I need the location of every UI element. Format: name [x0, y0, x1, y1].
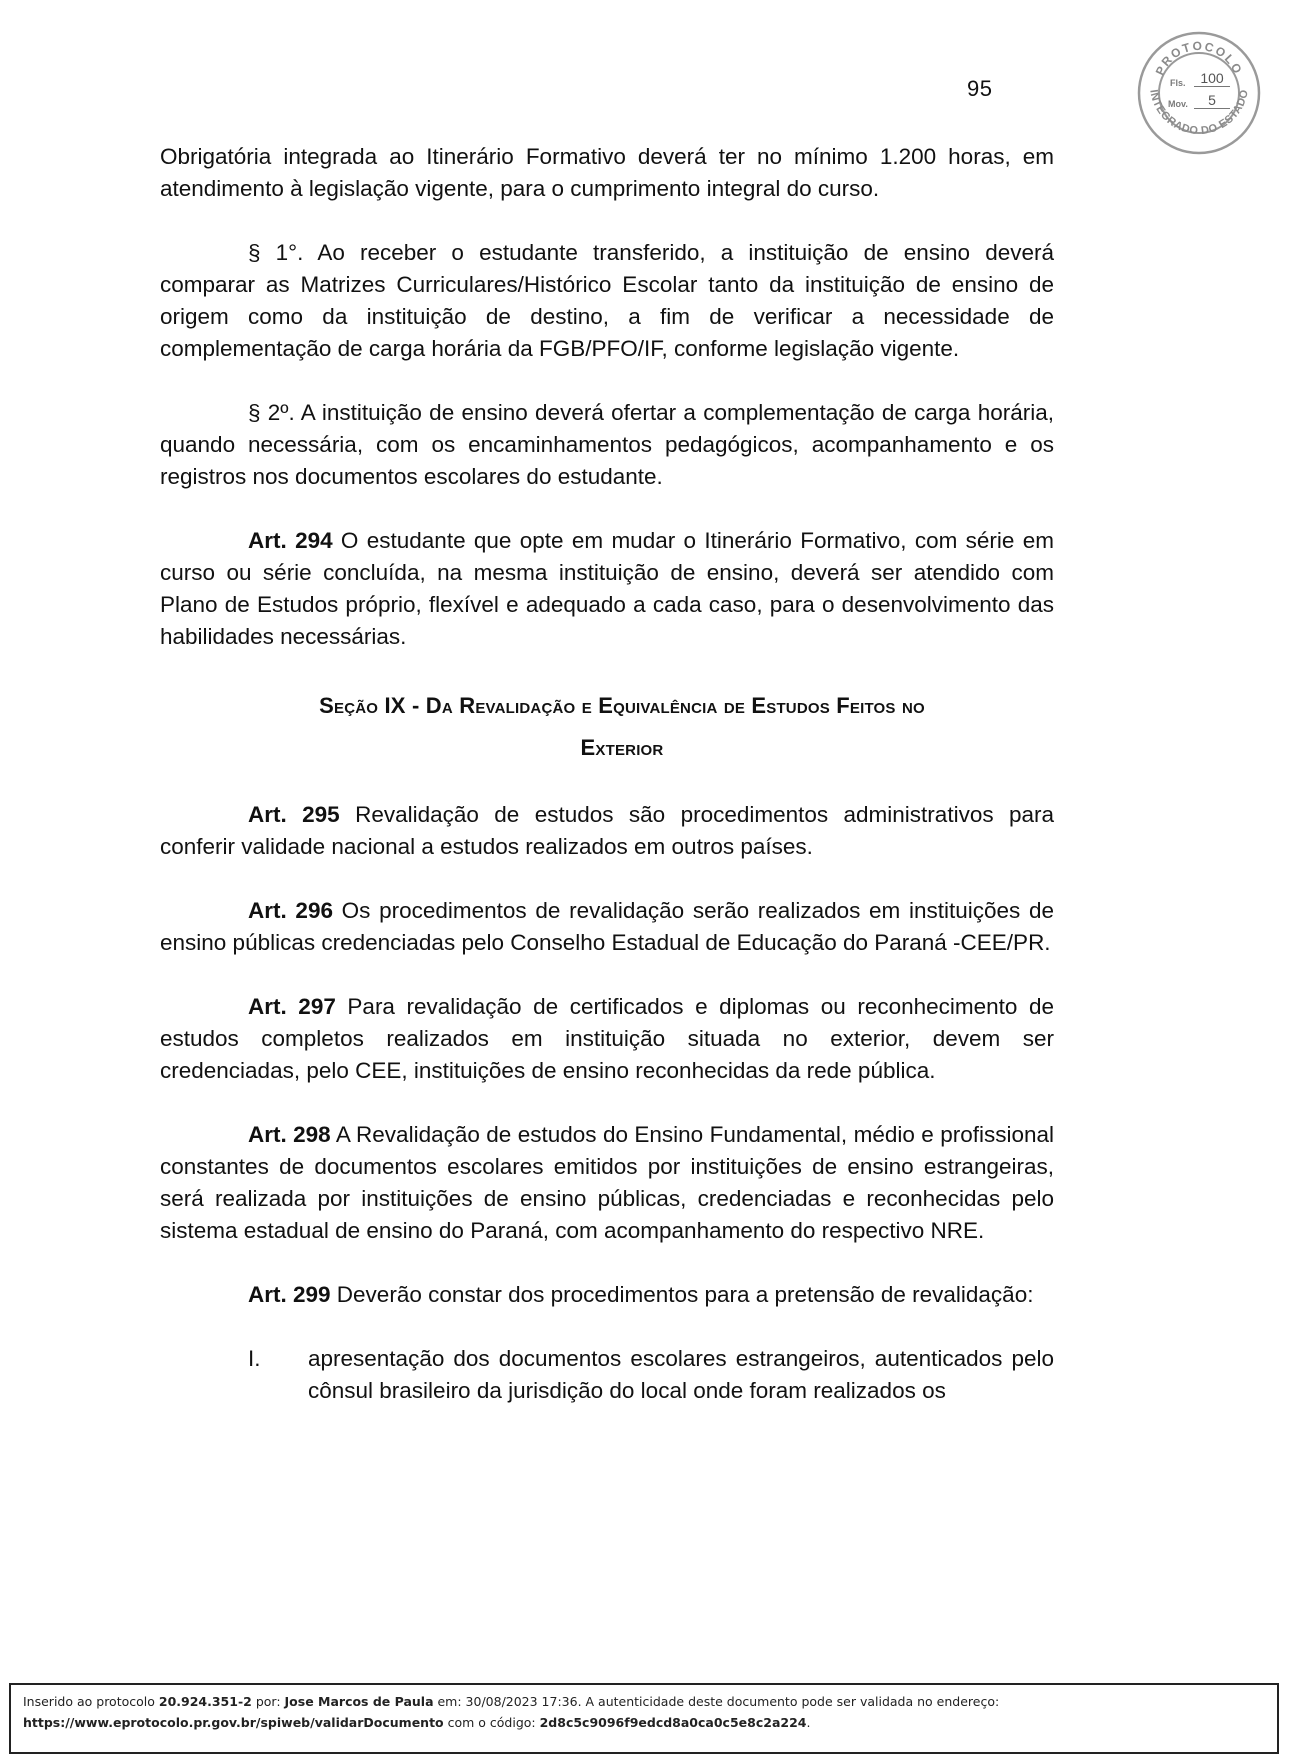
protocol-stamp [1136, 30, 1262, 156]
stamp-fls-label: Fls. [1170, 78, 1186, 88]
footer-validation-url[interactable]: https://www.eprotocolo.pr.gov.br/spiweb/validarDocumento [23, 1715, 444, 1730]
article-label: Art. 294 [248, 528, 333, 553]
footer-text: em: 30/08/2023 17:36. A autenticidade deste documento pode ser validada no endereço: [433, 1694, 1000, 1709]
footer-protocol-number: 20.924.351-2 [158, 1694, 252, 1709]
stamp-fls-value: 100 [1194, 70, 1230, 87]
stamp-mov-value: 5 [1194, 92, 1230, 109]
article-text: Os procedimentos de revalidação serão realizados em instituições de ensino públicas credenciadas pelo Conselho Estadual de Educação do Paraná -CEE/PR. [160, 898, 1054, 955]
article-297 [160, 991, 1054, 1087]
section-title-line-2: Exterior [580, 735, 664, 760]
article-295 [160, 799, 1054, 863]
article-label: Art. 298 [248, 1122, 331, 1147]
paragraph-section-2: § 2º. A instituição de ensino deverá ofertar a complementação de carga horária, quando necessária, com os encaminhamentos pedagógicos, acompanhamento e os registros nos documentos escolares do estudante. [160, 400, 1054, 489]
footer-text: Inserido ao protocolo [23, 1694, 159, 1709]
footer-text: por: [251, 1694, 285, 1709]
article-label: Art. 297 [248, 994, 336, 1019]
article-label: Art. 296 [248, 898, 333, 923]
article-text: Deverão constar dos procedimentos para a pretensão de revalidação: [330, 1282, 1034, 1307]
article-text: A Revalidação de estudos do Ensino Fundamental, médio e profissional constantes de documentos escolares emitidos por instituições de ensino estrangeiras, será realizada por instituições de ensino públicas, credenciadas e reconhecidas pelo sistema estadual de ensino do Paraná, com acompanhamento do respectivo NRE. [160, 1122, 1054, 1243]
article-text: Revalidação de estudos são procedimentos administrativos para conferir validade nacional a estudos realizados em outros países. [160, 802, 1055, 859]
stamp-mov-label: Mov. [1168, 99, 1188, 109]
footer-text: . [806, 1715, 811, 1730]
paragraph-section-1: § 1°. Ao receber o estudante transferido, a instituição de ensino deverá comparar as Matrizes Curriculares/Histórico Escolar tanto da instituição de ensino de origem como da instituição de destino, a fim de verificar a necessidade de complementação de carga horária da FGB/PFO/IF, conforme legislação vigente. [160, 240, 1054, 361]
list-item [160, 1343, 1054, 1407]
section-title [220, 685, 1024, 769]
footer-text: com o código: [443, 1715, 540, 1730]
section-title-line-1: Seção IX - Da Revalidação e Equivalência de Estudos Feitos no [319, 693, 925, 718]
list-item-text: apresentação dos documentos escolares estrangeiros, autenticados pelo cônsul brasileiro da jurisdição do local onde foram realizados os [308, 1346, 1054, 1403]
stamp-ring-bottom: INTEGRADO DO ESTADO [1147, 88, 1251, 138]
page-number: 95 [967, 76, 993, 101]
article-text: Para revalidação de certificados e diplomas ou reconhecimento de estudos completos realizados em instituição situada no exterior, devem ser credenciadas, pelo CEE, instituições de ensino reconhecidas da rede pública. [160, 994, 1055, 1083]
article-299 [160, 1279, 1054, 1311]
article-text: O estudante que opte em mudar o Itinerário Formativo, com série em curso ou série concluída, na mesma instituição de ensino, deverá ser atendido com Plano de Estudos próprio, flexível e adequado a cada caso, para o desenvolvimento das habilidades necessárias. [160, 528, 1054, 649]
paragraph-continuation: Obrigatória integrada ao Itinerário Formativo deverá ter no mínimo 1.200 horas, em atendimento à legislação vigente, para o cumprimento integral do curso. [160, 144, 1054, 201]
article-294 [160, 525, 1054, 653]
footer-author: Jose Marcos de Paula [284, 1694, 434, 1709]
validation-footer [9, 1683, 1279, 1754]
article-298 [160, 1119, 1054, 1247]
footer-validation-code: 2d8c5c9096f9edcd8a0ca0c5e8c2a224 [539, 1715, 807, 1730]
stamp-ring-top: PROTOCOLO [1152, 38, 1246, 78]
article-label: Art. 299 [248, 1282, 331, 1307]
document-body [160, 141, 1054, 1407]
article-296 [160, 895, 1054, 959]
article-label: Art. 295 [248, 802, 340, 827]
list-item-number: I. [248, 1346, 261, 1371]
